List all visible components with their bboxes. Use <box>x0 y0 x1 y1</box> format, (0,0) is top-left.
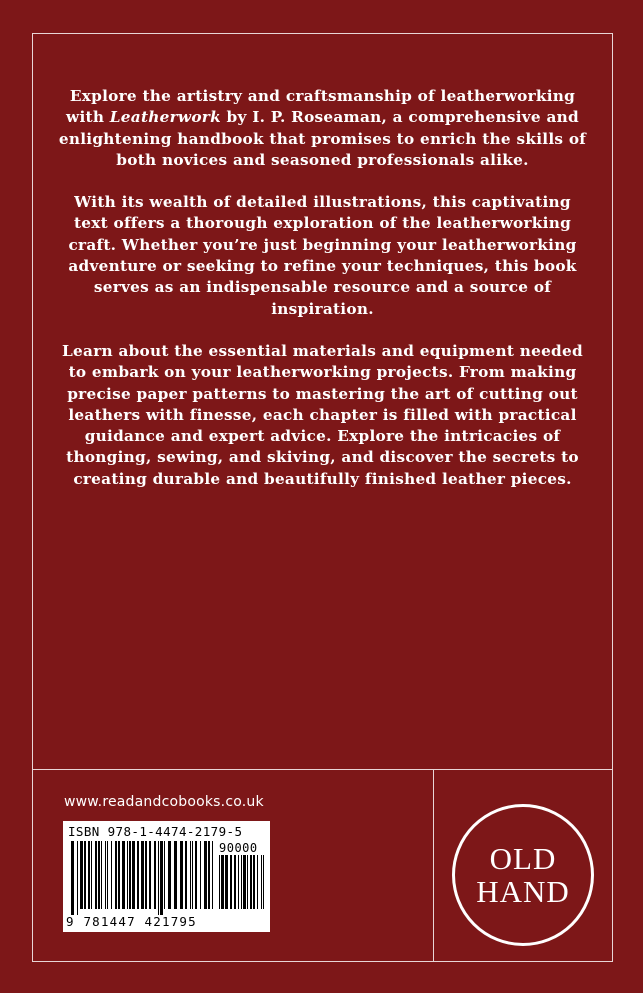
old-hand-logo <box>452 804 594 946</box>
cover-frame <box>32 33 613 962</box>
vertical-divider <box>433 769 434 962</box>
blurb-paragraph-1 <box>55 86 590 171</box>
publisher-url: www.readandcobooks.co.uk <box>64 794 264 810</box>
logo-line-1: OLD <box>489 841 557 876</box>
barcode-addon-code: 90000 <box>219 841 258 855</box>
blurb <box>33 86 612 511</box>
isbn-label: ISBN 978-1-4474-2179-5 <box>68 824 243 839</box>
blurb-p1-start: Explore the artistry and craftsmanship of leatherworking with <box>66 87 576 127</box>
book-title: Leatherwork <box>109 108 221 127</box>
logo-line-2: HAND <box>476 874 570 909</box>
blurb-p1-end: by I. P. Roseaman, a comprehensive and enlightening handbook that promises to enrich the skills of both novices and seasoned professionals alike. <box>58 108 587 169</box>
barcode <box>63 821 270 932</box>
horizontal-divider <box>33 769 612 770</box>
blurb-paragraph-2: With its wealth of detailed illustrations, this captivating text offers a thorough exploration of the leatherworking craft. Whether you’re just beginning your leatherworking adventure or seeking to refine your techniques, this book serves as an indispensable resource and a source of inspiration. <box>68 193 577 318</box>
isbn-digits: 9 781447 421795 <box>66 914 197 929</box>
blurb-paragraph-3: Learn about the essential materials and equipment needed to embark on your leatherworking projects. From making precise paper patterns to mastering the art of cutting out leathers with finesse, each chapter is filled with practical guidance and expert advice. Explore the intricacies of thonging, sewing, and skiving, and discover the secrets to creating durable and beautifully finished leather pieces. <box>62 341 583 488</box>
barcode-addon-bars <box>219 855 265 915</box>
barcode-bars <box>71 841 217 915</box>
